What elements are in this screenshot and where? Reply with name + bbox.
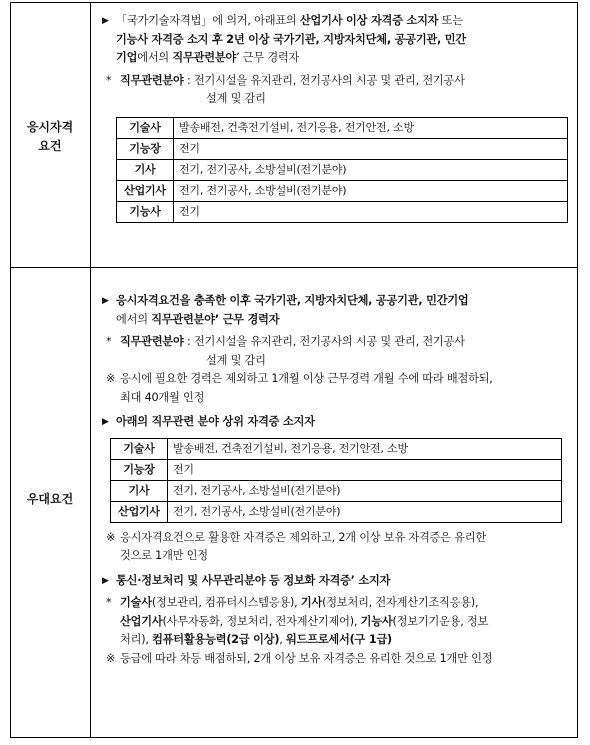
license-fields: 전기, 전기공사, 소방설비(전기분야) <box>168 501 562 522</box>
license-grade: 산업기사 <box>111 501 168 522</box>
it-license-list: * 기술사(정보관리, 컴퓨터시스템응용), 기사(정보처리, 전자계산기조직응용), 산업기사(사무자동화, 정보처리, 전자계산기제어), 기능사(정보기기운용, 정보 처리), 컴퓨터활용능력(2급 이상), 워드프로세서(구 1급) <box>106 596 489 646</box>
table-border-left <box>10 2 11 738</box>
table-border-right <box>577 2 578 738</box>
section-label-eligibility: 응시자격 요건 <box>26 120 74 153</box>
triangle-bullet-icon: ▶ <box>102 575 109 586</box>
table-border-bottom <box>10 737 578 738</box>
eligibility-intro: ▶ 「국가기술자격법」에 의거, 아래표의 산업기사 이상 자격증 소지자 또는 기능사 자격증 소지 후 2년 이상 국가기관, 지방자치단체, 공공기관, 민간 기업에서의 직무관련분야’ 근무 경력자 <box>102 14 466 64</box>
license-fields: 전기 <box>174 201 568 222</box>
license-grade: 산업기사 <box>117 180 174 201</box>
triangle-bullet-icon: ▶ <box>102 296 109 306</box>
license-grade: 기술사 <box>117 117 174 138</box>
table-border-top <box>10 2 578 3</box>
license-grade: 기사 <box>117 159 174 180</box>
table-row <box>117 117 568 138</box>
job-field-note: * 직무관련분야 : 전기시설을 유지관리, 전기공사의 시공 및 관리, 전기공사 설계 및 감리 <box>106 73 465 105</box>
grade-note: ※ 등급에 따라 차등 배점하되, 2개 이상 보유 자격증은 유리한 것으로 1개만 인정 <box>106 651 493 665</box>
duplicate-license-note: ※ 응시자격요건으로 활용한 자격증은 제외하고, 2개 이상 보유 자격증은 유리한 것으로 1개만 인정 <box>106 530 486 562</box>
experience-note: ※ 응시에 필요한 경력은 제외하고 1개월 이상 근무경력 개월 수에 따라 배점하되, 최대 40개월 인정 <box>106 372 493 404</box>
table-row <box>111 459 562 480</box>
job-field-note-2: * 직무관련분야 : 전기시설을 유지관리, 전기공사의 시공 및 관리, 전기공사 설계 및 감리 <box>106 335 465 367</box>
license-fields: 전기, 전기공사, 소방설비(전기분야) <box>174 159 568 180</box>
license-fields: 발송배전, 건축전기설비, 전기응용, 전기안전, 소방 <box>168 438 562 459</box>
table-row <box>117 201 568 222</box>
license-grade: 기능장 <box>111 459 168 480</box>
license-fields: 전기, 전기공사, 소방설비(전기분야) <box>168 480 562 501</box>
license-grade: 기능장 <box>117 138 174 159</box>
requirements-table <box>10 2 578 738</box>
license-fields: 전기 <box>174 138 568 159</box>
table-row <box>111 480 562 501</box>
preference-license-table <box>110 438 562 523</box>
preference-bullet-2: ▶ 아래의 직무관련 분야 상위 자격증 소지자 <box>102 413 572 432</box>
table-row <box>117 138 568 159</box>
eligibility-license-table <box>116 117 568 223</box>
table-row <box>117 159 568 180</box>
license-grade: 기능사 <box>117 201 174 222</box>
section-label-preference: 우대요건 <box>26 492 74 506</box>
table-row <box>117 180 568 201</box>
section-divider <box>10 267 578 268</box>
table-row <box>111 438 562 459</box>
license-fields: 발송배전, 건축전기설비, 전기응용, 전기안전, 소방 <box>174 117 568 138</box>
triangle-bullet-icon: ▶ <box>102 417 109 427</box>
table-row <box>111 501 562 522</box>
preference-content <box>102 292 572 668</box>
preference-bullet-1: ▶ 응시자격요건을 충족한 이후 국가기관, 지방자치단체, 공공기관, 민간기업 에서의 직무관련분야’ 근무 경력자 <box>102 294 469 326</box>
license-fields: 전기 <box>168 459 562 480</box>
license-fields: 전기, 전기공사, 소방설비(전기분야) <box>174 180 568 201</box>
license-grade: 기사 <box>111 480 168 501</box>
license-grade: 기술사 <box>111 438 168 459</box>
triangle-bullet-icon: ▶ <box>102 16 109 26</box>
eligibility-content <box>102 12 572 223</box>
preference-bullet-3: ▶ 통신·정보처리 및 사무관리분야 등 정보화 자격증’ 소지자 <box>102 572 572 591</box>
column-divider <box>90 2 91 738</box>
